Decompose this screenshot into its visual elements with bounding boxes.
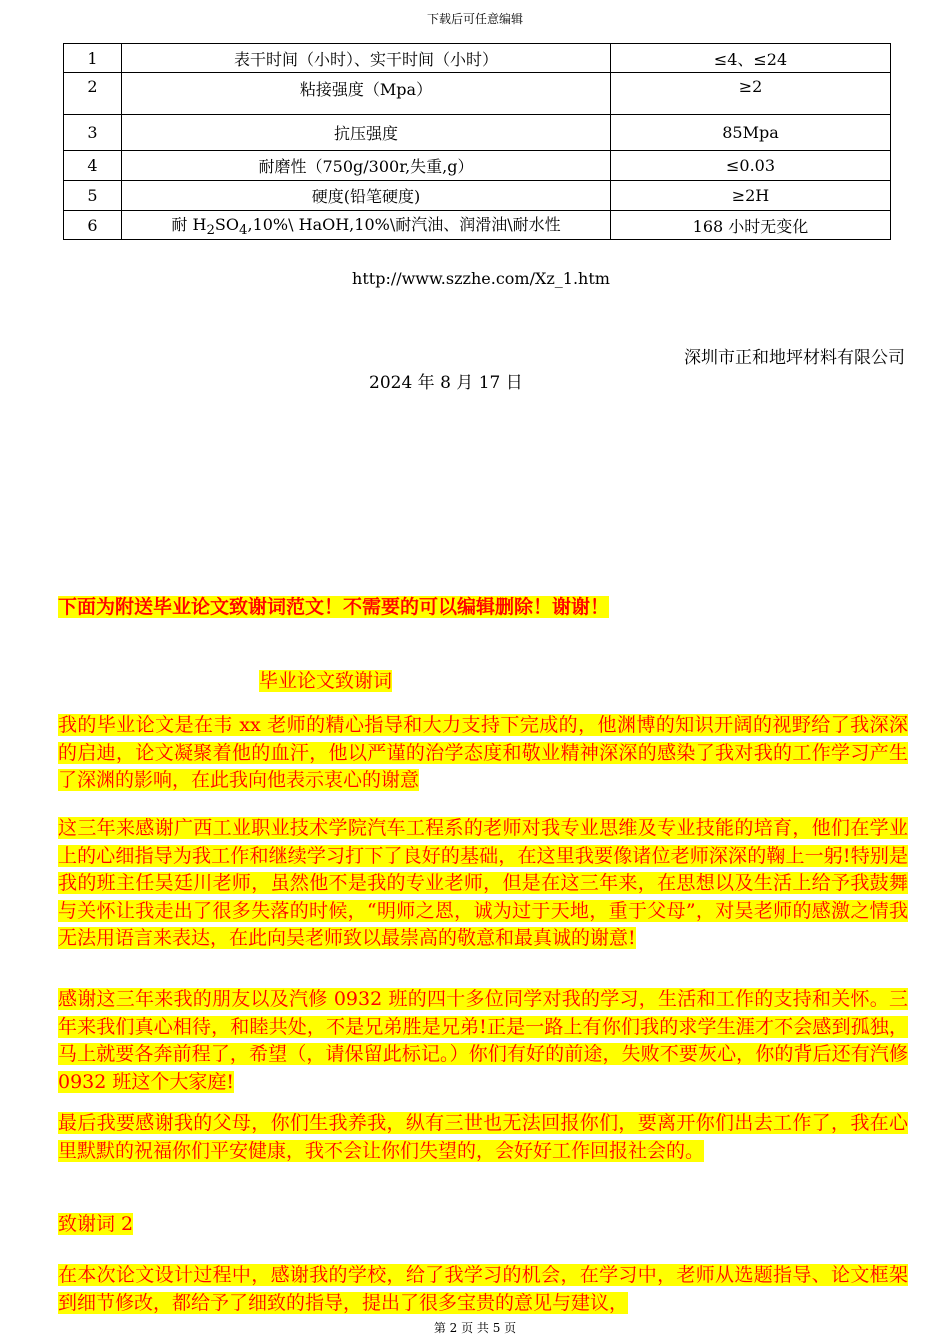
- table-row: [64, 211, 891, 240]
- row-number: 4: [64, 151, 122, 181]
- paragraph: [58, 1262, 908, 1317]
- paragraph-text: 我的毕业论文是在韦 xx 老师的精心指导和大力支持下完成的，他渊博的知识开阔的视野给了我深深的启迪，论文凝聚着他的血汗，他以严谨的治学态度和敬业精神深深的感染了我对我的工作学习产生了深渊的影响，在此我向他表示衷心的谢意: [58, 714, 908, 791]
- row-item: [122, 211, 611, 240]
- row-value: 85Mpa: [611, 115, 891, 151]
- item-prefix: 耐 H: [171, 214, 207, 234]
- document-date: 2024 年 8 月 17 日: [369, 373, 523, 393]
- page-header: 下载后可任意编辑: [426, 12, 523, 26]
- subscript-4: 4: [239, 223, 248, 239]
- paragraph-text: 在本次论文设计过程中，感谢我的学校，给了我学习的机会，在学习中，老师从选题指导、论文框架到细节修改，都给予了细致的指导，提出了很多宝贵的意见与建议，: [58, 1264, 908, 1314]
- item-suffix: ,10%\ HaOH,10%\耐汽油、润滑油\耐水性: [247, 214, 561, 234]
- row-item: 表干时间（小时）、实干时间（小时）: [122, 44, 611, 73]
- ack-title-text: 毕业论文致谢词: [259, 670, 393, 692]
- paragraph-text: 感谢这三年来我的朋友以及汽修 0932 班的四十多位同学对我的学习，生活和工作的支持和关怀。三年来我们真心相待，和睦共处，不是兄弟胜是兄弟!正是一路上有你们我的求学生涯才不会感到孤独，马上就要各奔前程了，希望（，请保留此标记。）你们有好的前途，失败不要灰心，你的背后还有汽修 0932 班这个大家庭!: [58, 988, 908, 1093]
- row-item: 硬度(铅笔硬度): [122, 181, 611, 211]
- row-number: 3: [64, 115, 122, 151]
- row-value: ≤0.03: [611, 151, 891, 181]
- attachment-notice: [58, 592, 609, 619]
- company-name: 深圳市正和地坪材料有限公司: [684, 348, 905, 368]
- notice-text: 下面为附送毕业论文致谢词范文！不需要的可以编辑删除！谢谢！: [58, 596, 610, 618]
- paragraph: [58, 1110, 908, 1165]
- row-number: 1: [64, 44, 122, 73]
- section-heading: [58, 1211, 908, 1239]
- row-number: 2: [64, 73, 122, 115]
- paragraph: [58, 712, 908, 795]
- row-item: 耐磨性（750g/300r,失重,g）: [122, 151, 611, 181]
- table-row: [64, 151, 891, 181]
- subscript-2: 2: [206, 223, 215, 239]
- page-footer: 第 2 页 共 5 页: [433, 1321, 517, 1335]
- item-mid: SO: [214, 214, 239, 234]
- table-row: [64, 181, 891, 211]
- paragraph-text: 最后我要感谢我的父母，你们生我养我，纵有三世也无法回报你们，要离开你们出去工作了，我在心里默默的祝福你们平安健康，我不会让你们失望的，会好好工作回报社会的。: [58, 1112, 908, 1162]
- paragraph: [58, 815, 908, 953]
- acknowledgement-title: [259, 666, 392, 693]
- row-value: ≤4、≤24: [611, 44, 891, 73]
- paragraph-text: 这三年来感谢广西工业职业技术学院汽车工程系的老师对我专业思维及专业技能的培育，他们在学业上的心细指导为我工作和继续学习打下了良好的基础，在这里我要像诸位老师深深的鞠上一躬!特别是我的班主任吴廷川老师，虽然他不是我的专业老师，但是在这三年来，在思想以及生活上给予我鼓舞与关怀让我走出了很多失落的时候，“明师之恩，诚为过于天地，重于父母”，对吴老师的感激之情我无法用语言来表达，在此向吴老师致以最崇高的敬意和最真诚的谢意!: [58, 817, 908, 949]
- row-number: 5: [64, 181, 122, 211]
- table-row: [64, 44, 891, 73]
- row-item: 抗压强度: [122, 115, 611, 151]
- row-number: 6: [64, 211, 122, 240]
- paragraph-text: 致谢词 2: [58, 1213, 134, 1235]
- paragraph: [58, 986, 908, 1096]
- website-url: http://www.szzhe.com/Xz_1.htm: [352, 269, 610, 288]
- row-value: ≥2H: [611, 181, 891, 211]
- row-item: 粘接强度（Mpa）: [122, 73, 611, 115]
- row-value: ≥2: [611, 73, 891, 115]
- spec-table: [63, 43, 891, 240]
- table-row: [64, 73, 891, 115]
- row-value: 168 小时无变化: [611, 211, 891, 240]
- table-row: [64, 115, 891, 151]
